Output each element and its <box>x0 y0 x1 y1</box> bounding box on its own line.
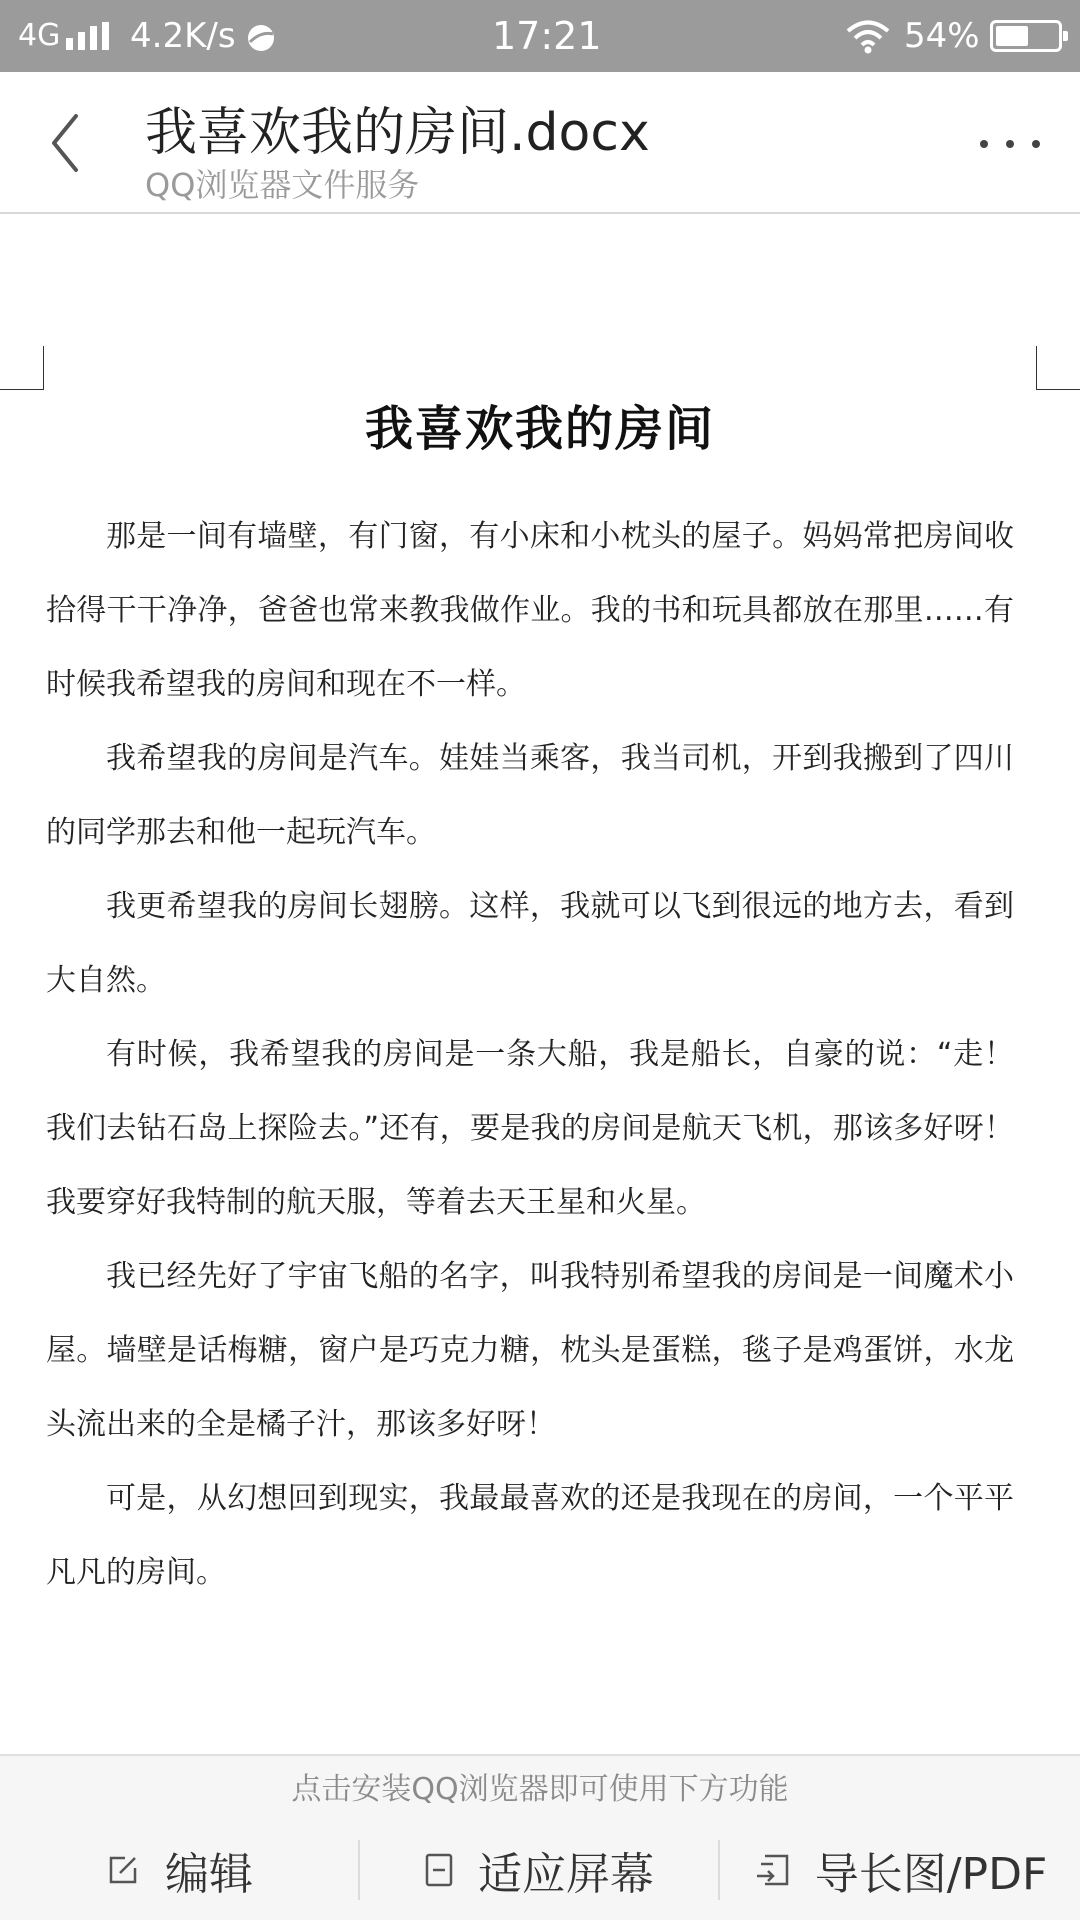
paragraph: 可是，从幻想回到现实，我最最喜欢的还是我现在的房间，一个平平凡凡的房间。 <box>46 1481 1014 1590</box>
edit-icon <box>105 1852 141 1888</box>
install-hint[interactable]: 点击安装QQ浏览器即可使用下方功能 <box>291 1772 789 1807</box>
more-options-button[interactable] <box>970 120 1050 166</box>
fit-screen-button[interactable] <box>360 1818 718 1922</box>
fit-screen-icon <box>424 1852 454 1888</box>
file-title: 我喜欢我的房间.docx <box>145 103 650 163</box>
paragraph: 那是一间有墙壁，有门窗，有小床和小枕头的屋子。妈妈常把房间收拾得干干净净，爸爸也常来教我做作业。我的书和玩具都放在那里……有时候我希望我的房间和现在不一样。 <box>46 519 1014 702</box>
clock: 17:21 <box>492 14 602 58</box>
document-page[interactable] <box>0 214 1080 1754</box>
document-title: 我喜欢我的房间 <box>364 401 715 457</box>
export-image-pdf-button[interactable] <box>720 1818 1080 1922</box>
paragraph: 有时候，我希望我的房间是一条大船，我是船长，自豪的说：“走！我们去钻石岛上探险去。”还有，要是我的房间是航天飞机，那该多好呀！我要穿好我特制的航天服，等着去天王星和火星。 <box>46 1037 1014 1220</box>
crop-mark-top-left <box>0 346 44 390</box>
chevron-left-icon <box>40 100 100 186</box>
crop-mark-top-right <box>1036 346 1080 390</box>
paragraph: 我希望我的房间是汽车。娃娃当乘客，我当司机，开到我搬到了四川的同学那去和他一起玩汽车。 <box>46 741 1014 850</box>
battery-icon <box>990 20 1062 52</box>
fit-screen-label: 适应屏幕 <box>478 1849 654 1900</box>
network-type: 4G <box>18 18 61 53</box>
app-bar <box>0 72 1080 214</box>
paragraph: 我更希望我的房间长翅膀。这样，我就可以飞到很远的地方去，看到大自然。 <box>46 889 1014 998</box>
battery-percent: 54% <box>904 16 980 56</box>
file-service-label: QQ浏览器文件服务 <box>145 166 420 204</box>
network-speed: 4.2K/s <box>130 16 236 56</box>
bottom-toolbar <box>0 1754 1080 1920</box>
export-label: 导长图/PDF <box>814 1849 1048 1900</box>
export-icon <box>753 1852 791 1888</box>
wifi-icon <box>846 20 890 63</box>
edit-label: 编辑 <box>165 1849 253 1900</box>
edit-button[interactable] <box>0 1818 358 1922</box>
signal-icon <box>66 22 110 50</box>
data-saver-icon <box>246 22 276 62</box>
status-bar <box>0 0 1080 72</box>
back-button[interactable] <box>40 100 100 186</box>
paragraph: 我已经先好了宇宙飞船的名字，叫我特别希望我的房间是一间魔术小屋。墙壁是话梅糖，窗户是巧克力糖，枕头是蛋糕，毯子是鸡蛋饼，水龙头流出来的全是橘子汁，那该多好呀！ <box>46 1259 1014 1442</box>
